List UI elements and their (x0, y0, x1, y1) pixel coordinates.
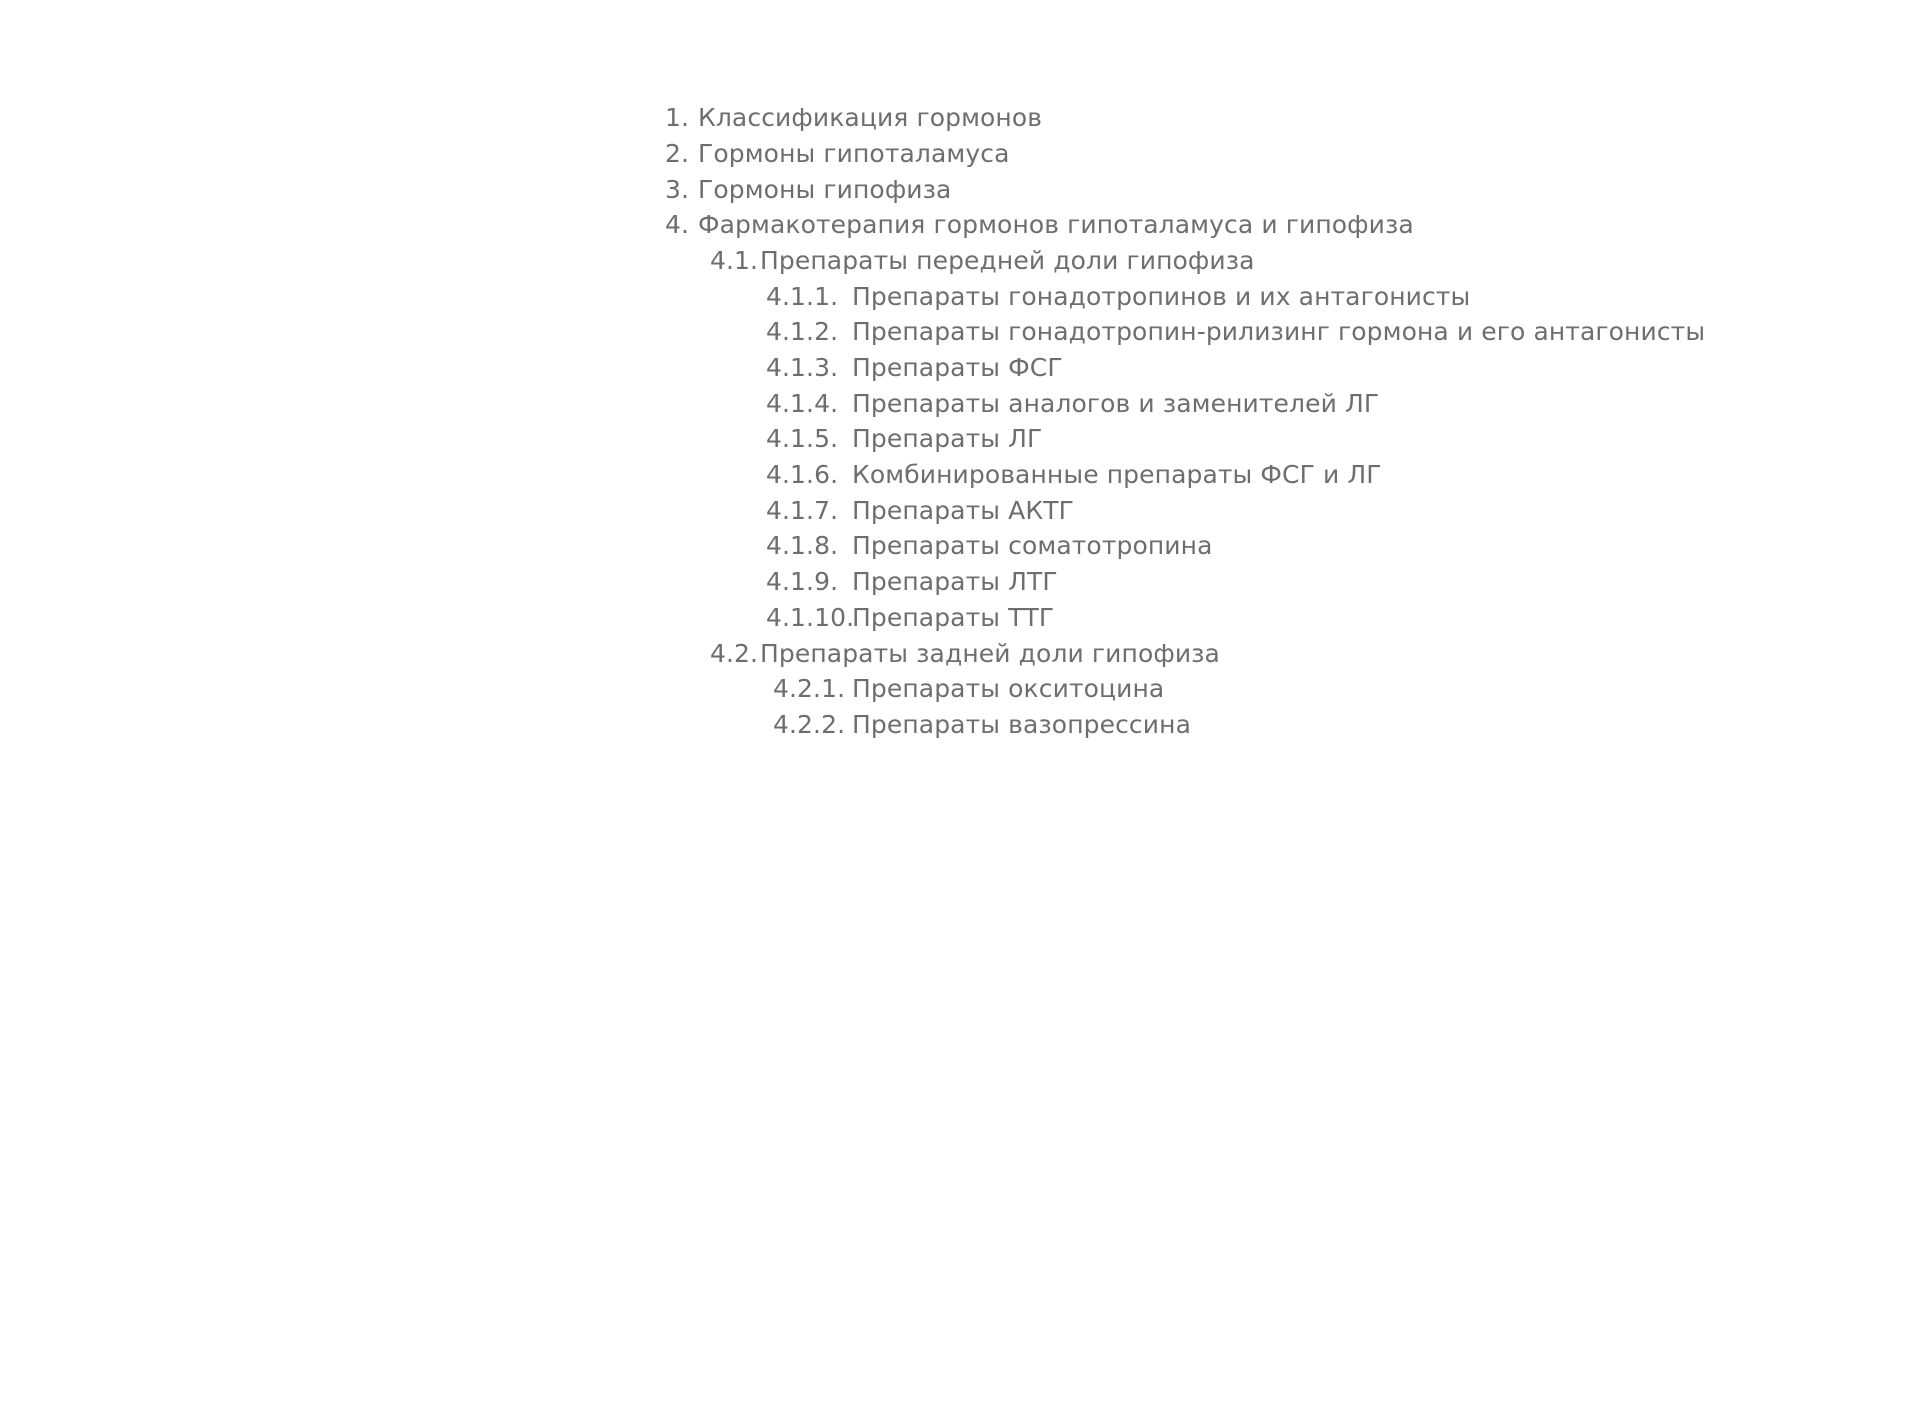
toc-item-number: 4.1.2. (766, 317, 839, 346)
toc-item-number: 4.1. (710, 246, 759, 275)
toc-item-label: Препараты соматотропина (852, 531, 1213, 560)
toc-item-label: Препараты вазопрессина (852, 710, 1191, 739)
toc-item-label: Препараты гонадотропинов и их антагонисты (852, 282, 1471, 311)
toc-item-number: 4.2.2. (773, 710, 846, 739)
toc-item-label: Препараты передней доли гипофиза (760, 246, 1255, 275)
toc-item-label: Гормоны гипофиза (698, 175, 952, 204)
toc-item-number: 4.1.7. (766, 496, 839, 525)
toc-item-label: Препараты ФСГ (852, 353, 1063, 382)
toc-item-label: Комбинированные препараты ФСГ и ЛГ (852, 460, 1382, 489)
toc-item-number: 4.1.3. (766, 353, 839, 382)
toc-item-number: 4. (665, 210, 690, 239)
toc-item-number: 4.1.4. (766, 389, 839, 418)
toc-item-label: Препараты АКТГ (852, 496, 1074, 525)
toc-item-label: Препараты задней доли гипофиза (760, 639, 1220, 668)
toc-item-label: Фармакотерапия гормонов гипоталамуса и гипофиза (698, 210, 1414, 239)
toc-item-label: Препараты ЛТГ (852, 567, 1058, 596)
toc-item-number: 4.1.10. (766, 603, 855, 632)
toc-item-number: 4.2.1. (773, 674, 846, 703)
toc-item-number: 4.1.5. (766, 424, 839, 453)
toc-item-number: 4.1.8. (766, 531, 839, 560)
toc-item-number: 4.1.1. (766, 282, 839, 311)
toc-item-label: Препараты гонадотропин-рилизинг гормона и его антагонисты (852, 317, 1706, 346)
toc-item-label: Препараты аналогов и заменителей ЛГ (852, 389, 1380, 418)
toc-item-label: Препараты ТТГ (852, 603, 1055, 632)
toc-item-number: 1. (665, 103, 690, 132)
toc-item-label: Гормоны гипоталамуса (698, 139, 1010, 168)
toc-item-label: Препараты окситоцина (852, 674, 1165, 703)
toc-item-number: 3. (665, 175, 690, 204)
toc-item-number: 4.1.6. (766, 460, 839, 489)
toc-item-label: Препараты ЛГ (852, 424, 1043, 453)
toc-item-number: 2. (665, 139, 690, 168)
toc-item-number: 4.1.9. (766, 567, 839, 596)
toc-item-number: 4.2. (710, 639, 759, 668)
toc-item-label: Классификация гормонов (698, 103, 1043, 132)
